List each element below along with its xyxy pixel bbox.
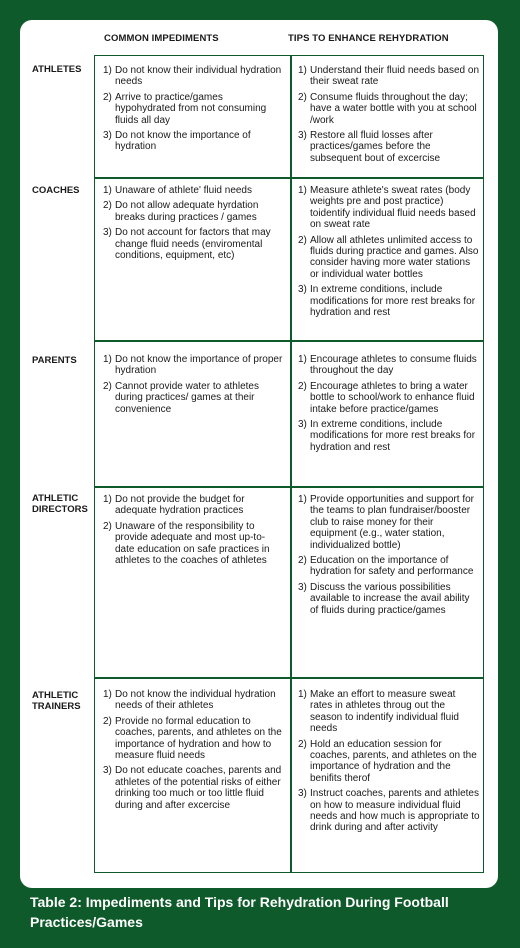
list-item: 1) Make an effort to measure sweat rates in athletes throug out the season to indentify individual fluid needs	[298, 689, 459, 735]
row-divider	[95, 177, 483, 179]
list-item: 2) Encourage athletes to bring a water bottle to school/work to enhance fluid intake before practice/games	[298, 380, 475, 415]
list-item: 2) Allow all athletes unlimited access to fluids during practice and games. Also consider having more water stations or individual water bottles	[298, 234, 479, 280]
column-header-impediments: COMMON IMPEDIMENTS	[104, 33, 219, 44]
list-item: 3) In extreme conditions, include modifications for more rest breaks for hydration and rest	[298, 419, 476, 453]
cell-coaches-tips	[298, 185, 480, 322]
list-item: 1) Measure athlete's sweat rates (body weights pre and post practice) toidentify individual fluid needs based on sweat rate	[298, 185, 476, 231]
list-item: 3) Do not account for factors that may change fluid needs (enviromental conditions, equipment, etc)	[103, 227, 271, 262]
cell-trainers-tips	[298, 689, 480, 838]
list-item: 2) Education on the importance of hydration for safety and performance	[298, 555, 474, 578]
cell-athletes-tips	[298, 65, 480, 168]
cell-directors-impediments	[103, 494, 283, 570]
impediments-table	[94, 55, 484, 873]
row-divider	[95, 677, 483, 679]
row-label-parents: PARENTS	[32, 355, 77, 366]
list-item: 2) Arrive to practice/games hypohydrated from not consuming fluids all day	[103, 91, 267, 126]
list-item: 3) In extreme conditions, include modifications for more rest breaks for hydration and rest	[298, 284, 476, 319]
list-item: 2) Unaware of the responsibility to provide adequate and most up-to-date education on safe practices in athletes to the coaches of athletes	[103, 520, 270, 567]
cell-coaches-impediments	[103, 185, 283, 265]
list-item: 1) Do not know the individual hydration needs of their athletes	[103, 689, 276, 712]
list-item: 1) Understand their fluid needs based on their sweat rate	[298, 65, 480, 88]
list-item: 1) Provide opportunities and support for the teams to plan fundraiser/booster club to raise money for their equipment (e.g., water station, individualized bottle)	[298, 494, 474, 551]
list-item: 1) Unaware of athlete' fluid needs	[103, 185, 252, 196]
list-item: 3) Restore all fluid losses after practices/games before the subsequent bout of excercise	[298, 130, 441, 164]
list-item: 2) Consume fluids throughout the day; have a water bottle with you at school /work	[298, 91, 477, 126]
list-item: 2) Provide no formal education to coaches, parents, and athletes on the importance of hydration and how to measure fluid needs	[103, 715, 282, 762]
table-caption: Table 2: Impediments and Tips for Rehydration During Football Practices/Games	[30, 894, 449, 930]
list-item: 1) Do not know the importance of proper hydration	[103, 354, 283, 377]
row-label-athletic-directors: ATHLETIC DIRECTORS	[32, 493, 88, 515]
row-label-athletic-trainers: ATHLETIC TRAINERS	[32, 690, 81, 712]
cell-parents-impediments	[103, 354, 283, 419]
row-label-coaches: COACHES	[32, 185, 80, 196]
row-label-athletes: ATHLETES	[32, 64, 82, 75]
cell-directors-tips	[298, 494, 480, 620]
list-item: 2) Hold an education session for coaches, parents, and athletes on the importance of hydration and the benifits therof	[298, 738, 477, 784]
table-card	[20, 20, 498, 888]
list-item: 3) Do not know the importance of hydration	[103, 130, 251, 153]
row-divider	[95, 486, 483, 488]
list-item: 3) Instruct coaches, parents and athletes on how to measure individual fluid needs and how much is appropriate to drink during and after activity	[298, 788, 480, 834]
list-item: 1) Do not provide the budget for adequate hydration practices	[103, 494, 245, 517]
cell-trainers-impediments	[103, 689, 283, 815]
row-divider	[95, 340, 483, 342]
column-header-tips: TIPS TO ENHANCE REHYDRATION	[288, 33, 449, 44]
list-item: 3) Do not educate coaches, parents and athletes of the potential risks of either drinking too much or too little fluid during and after excercise	[103, 765, 282, 811]
cell-parents-tips	[298, 354, 480, 457]
list-item: 2) Cannot provide water to athletes during practices/ games at their convenience	[103, 380, 259, 415]
list-item: 1) Do not know their individual hydration needs	[103, 65, 282, 88]
list-item: 1) Encourage athletes to consume fluids throughout the day	[298, 354, 477, 377]
list-item: 3) Discuss the various possibilities available to increase the avail ability of fluids during practice/games	[298, 581, 470, 616]
cell-athletes-impediments	[103, 65, 283, 157]
list-item: 2) Do not allow adequate hyrdation breaks during practices / games	[103, 200, 259, 223]
